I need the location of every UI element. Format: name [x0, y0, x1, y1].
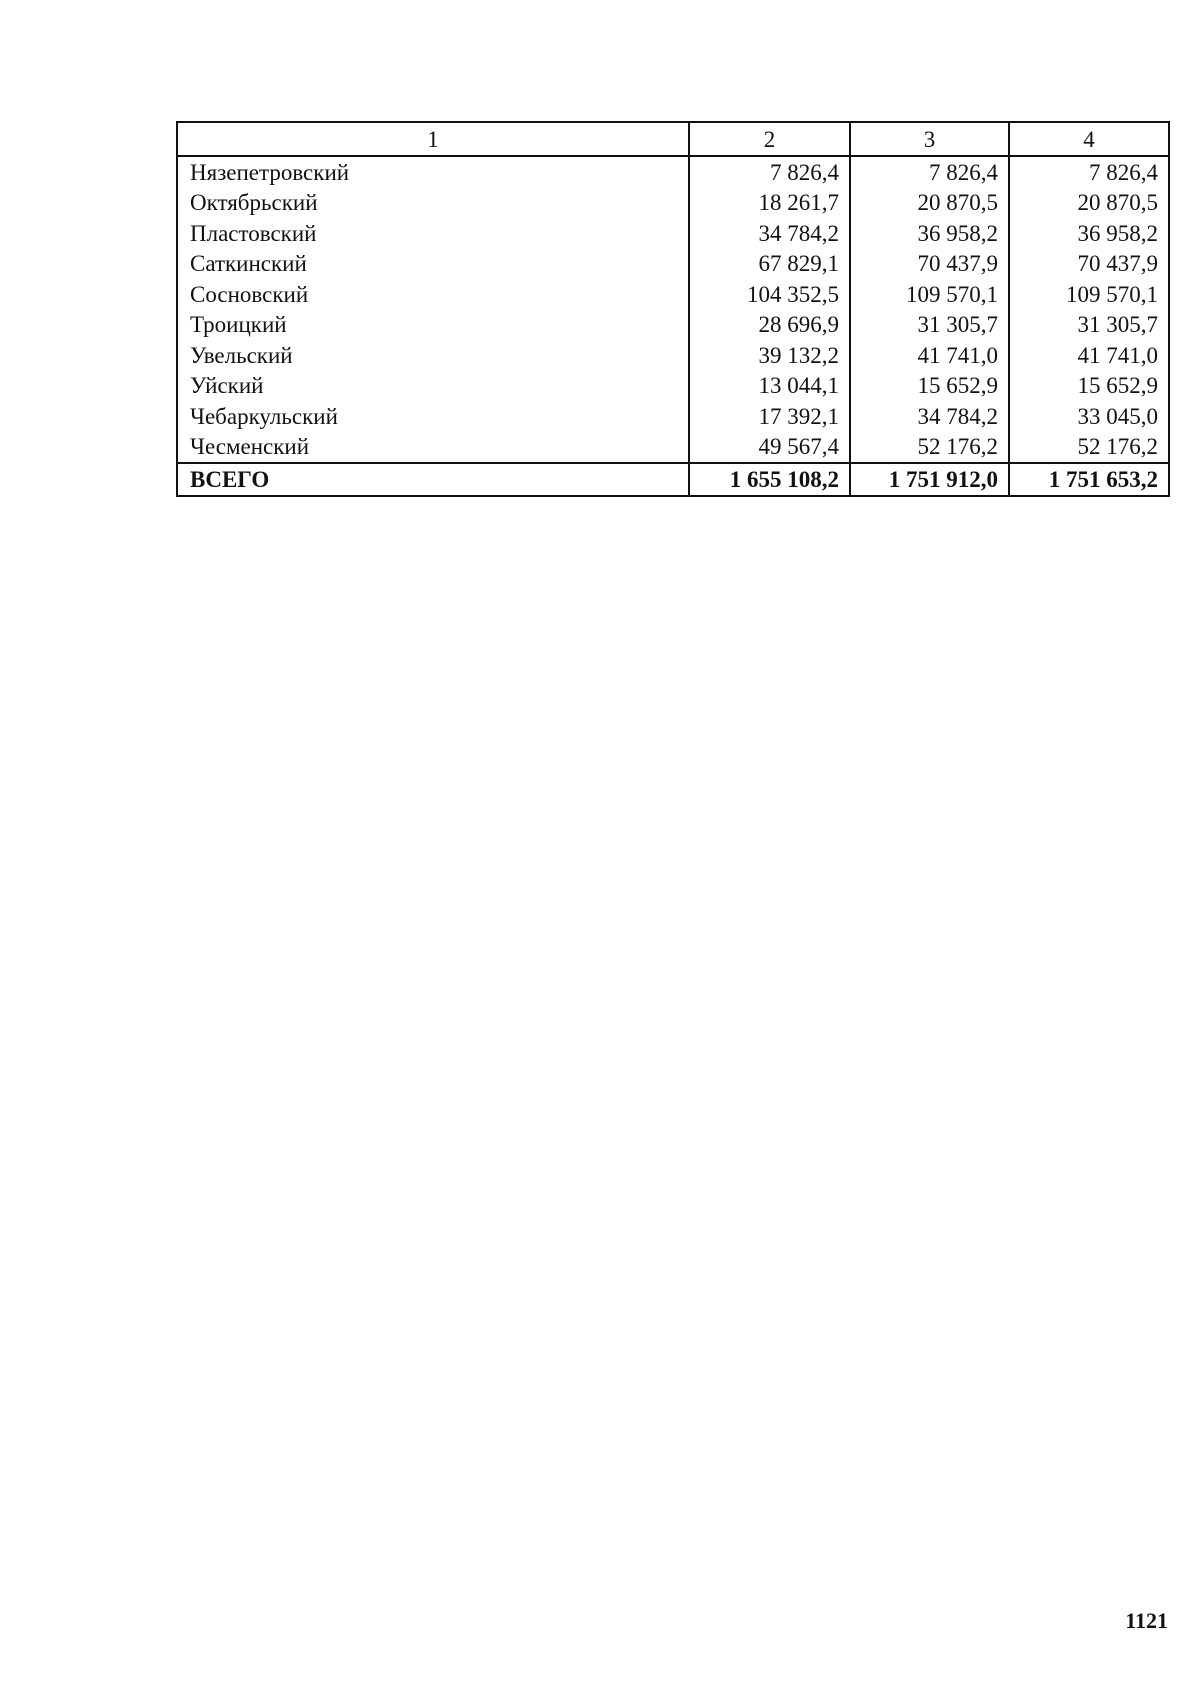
table-row: [177, 401, 1169, 432]
table-cell: 34 784,2: [850, 401, 1009, 432]
table-cell: 41 741,0: [1009, 340, 1169, 371]
table-cell: 52 176,2: [850, 432, 1009, 464]
row-label: Уйский: [177, 371, 689, 402]
data-table: [176, 121, 1170, 497]
table-cell: 33 045,0: [1009, 401, 1169, 432]
column-header: 2: [689, 122, 850, 156]
table-cell: 7 826,4: [689, 156, 850, 188]
table-row: [177, 310, 1169, 341]
table-cell: 34 784,2: [689, 218, 850, 249]
table-cell: 20 870,5: [1009, 188, 1169, 219]
total-cell: 1 751 653,2: [1009, 463, 1169, 496]
table-cell: 49 567,4: [689, 432, 850, 464]
table-cell: 109 570,1: [1009, 279, 1169, 310]
table-cell: 7 826,4: [850, 156, 1009, 188]
row-label: Увельский: [177, 340, 689, 371]
table-cell: 104 352,5: [689, 279, 850, 310]
table-row: [177, 188, 1169, 219]
table-row: [177, 156, 1169, 188]
total-cell: 1 751 912,0: [850, 463, 1009, 496]
row-label: Нязепетровский: [177, 156, 689, 188]
table-row: [177, 340, 1169, 371]
row-label: Пластовский: [177, 218, 689, 249]
table-cell: 70 437,9: [1009, 249, 1169, 280]
table-row: [177, 432, 1169, 464]
table-row: [177, 249, 1169, 280]
total-label: ВСЕГО: [177, 463, 689, 496]
table-cell: 36 958,2: [850, 218, 1009, 249]
total-row: [177, 463, 1169, 496]
table-cell: 15 652,9: [1009, 371, 1169, 402]
row-label: Сосновский: [177, 279, 689, 310]
column-header: 4: [1009, 122, 1169, 156]
table-cell: 39 132,2: [689, 340, 850, 371]
row-label: Чесменский: [177, 432, 689, 464]
total-cell: 1 655 108,2: [689, 463, 850, 496]
table-cell: 41 741,0: [850, 340, 1009, 371]
table-row: [177, 371, 1169, 402]
table-cell: 17 392,1: [689, 401, 850, 432]
table-cell: 13 044,1: [689, 371, 850, 402]
table-cell: 20 870,5: [850, 188, 1009, 219]
table-cell: 15 652,9: [850, 371, 1009, 402]
table-cell: 109 570,1: [850, 279, 1009, 310]
table-cell: 7 826,4: [1009, 156, 1169, 188]
row-label: Октябрьский: [177, 188, 689, 219]
table-row: [177, 218, 1169, 249]
row-label: Чебаркульский: [177, 401, 689, 432]
table-cell: 28 696,9: [689, 310, 850, 341]
table-row: [177, 279, 1169, 310]
page-number: 1121: [1125, 1608, 1168, 1633]
header-row: [177, 122, 1169, 156]
row-label: Саткинский: [177, 249, 689, 280]
table-cell: 31 305,7: [850, 310, 1009, 341]
table-cell: 36 958,2: [1009, 218, 1169, 249]
table-cell: 67 829,1: [689, 249, 850, 280]
table-cell: 70 437,9: [850, 249, 1009, 280]
table-cell: 52 176,2: [1009, 432, 1169, 464]
column-header: 3: [850, 122, 1009, 156]
row-label: Троицкий: [177, 310, 689, 341]
column-header: 1: [177, 122, 689, 156]
table-cell: 18 261,7: [689, 188, 850, 219]
table-cell: 31 305,7: [1009, 310, 1169, 341]
